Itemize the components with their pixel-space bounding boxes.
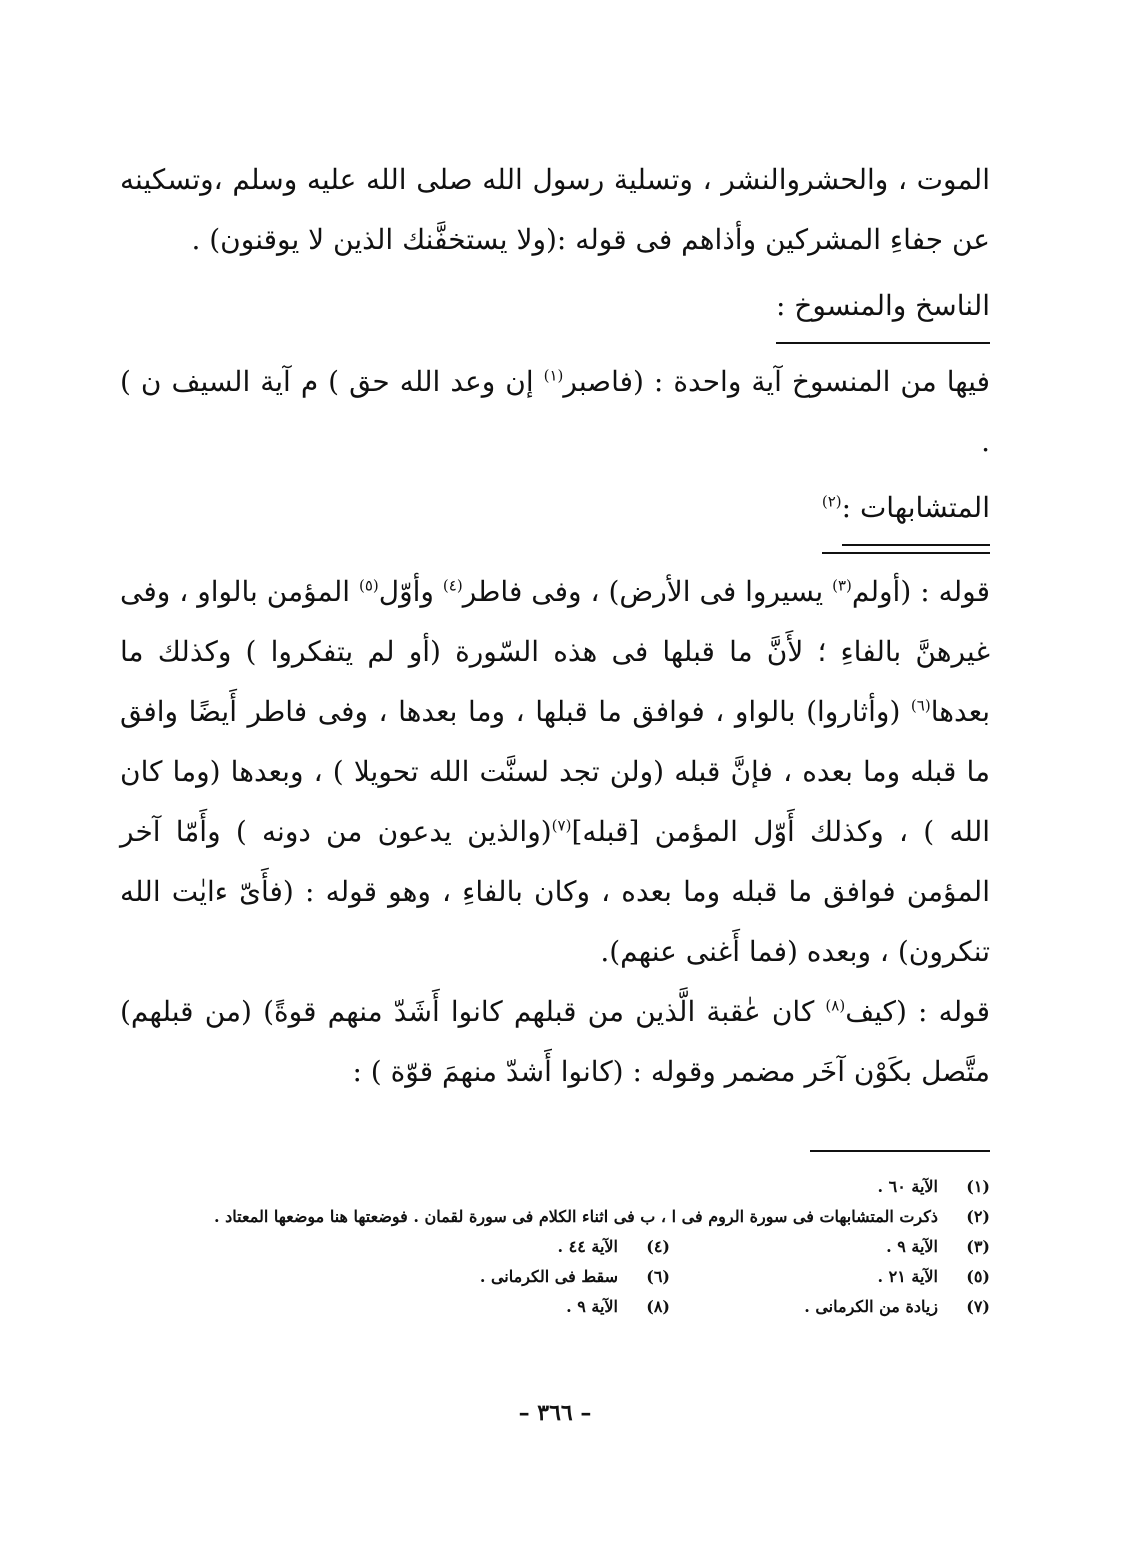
footnote-1: (١)الآية ٦٠ .	[877, 1177, 990, 1196]
footnote-ref-6[interactable]: (٦)	[910, 696, 931, 715]
footnote-ref-2[interactable]: (٢)	[821, 492, 842, 511]
paragraph-intro: الموت ، والحشروالنشر ، وتسلية رسول الله صلى الله عليه وسلم ،وتسكينه عن جفاءِ المشركين وأذاهم فى قوله :(ولا يستخفَّنك الذين لا يوقنون) .	[120, 163, 990, 256]
heading-nasikh-mansukh: الناسخ والمنسوخ :	[120, 276, 990, 344]
footnote-3: (٣)الآية ٩ .	[886, 1237, 990, 1256]
paragraph-kayfa: قوله : (كيف$^{(٨)}$ كان عٰقبة الَّذين من قبلهم كانوا أَشَدّ منهم قوةً) (من قبلهم) متَّصل بكَوْن آخَر مضمر وقوله : (كانوا أَشدّ منهمَ قوّة ) :	[120, 995, 990, 1088]
footnote-ref-8[interactable]: (٨)	[825, 996, 846, 1015]
paragraph-awalam: قوله : (أولم$^{(٣)}$ يسيروا فى الأرض) ، وفى فاطر$^{(٤)}$ وأوّل$^{(٥)}$ المؤمن بالواو ، وفى غيرهنَّ بالفاءِ ؛ لأَنَّ ما قبلها فى هذه السّورة (أو لم يتفكروا ) وكذلك ما بعدها$^{(٦)}$ (وأثاروا) بالواو ، فوافق ما قبلها ، وما بعدها ، وفى فاطر أَيضًا وافق ما قبله وما بعده ، فإنَّ قبله (ولن تجد لسنَّت الله تحويلا ) ، وبعدها (وما كان الله ) ، وكذلك أَوّل المؤمن [قبله]$^{(٧)}$(والذين يدعون من دونه ) وأَمّا آخر المؤمن فوافق ما قبله وما بعده ، وكان بالفاءِ ، وهو قوله : (فأَىّ ءايٰت الله تنكرون) ، وبعده (فما أَغنى عنهم).	[120, 575, 991, 968]
footnote-row-5-6	[120, 1262, 990, 1292]
footnote-5: (٥)الآية ٢١ .	[877, 1267, 990, 1286]
footnote-8: (٨)الآية ٩ .	[566, 1297, 670, 1316]
footnote-ref-3[interactable]: (٣)	[832, 576, 852, 595]
footnote-4: (٤)الآية ٤٤ .	[557, 1237, 670, 1256]
footnote-2: (٢)ذكرت المتشابهات فى سورة الروم فى ا ، ب فى اثناء الكلام فى سورة لقمان . فوضعتها هنا موضعها المعتاد .	[214, 1207, 990, 1226]
footnote-7: (٧)زيادة من الكرمانى .	[804, 1297, 990, 1316]
page-number: – ٣٦٦ –	[518, 1400, 592, 1426]
footnote-row-7-8	[120, 1292, 990, 1322]
heading-mutashabihat: المتشابهات :$^{(٢)}$	[120, 478, 990, 554]
page-content	[120, 150, 990, 1530]
footnotes	[120, 1172, 990, 1322]
footnote-ref-1[interactable]: (١)	[543, 366, 564, 385]
footnote-6: (٦)سقط فى الكرمانى .	[479, 1267, 670, 1286]
footnote-ref-7[interactable]: (٧)	[551, 816, 572, 835]
footnote-divider	[810, 1150, 990, 1152]
footnote-ref-4[interactable]: (٤)	[442, 576, 463, 595]
footnote-ref-5[interactable]: (٥)	[359, 576, 379, 595]
footnote-row-3-4	[120, 1232, 990, 1262]
paragraph-nasikh: فيها من المنسوخ آية واحدة : (فاصبر$^{(١)}$ إن وعد الله حق ) م آية السيف ن ) .	[120, 365, 990, 458]
